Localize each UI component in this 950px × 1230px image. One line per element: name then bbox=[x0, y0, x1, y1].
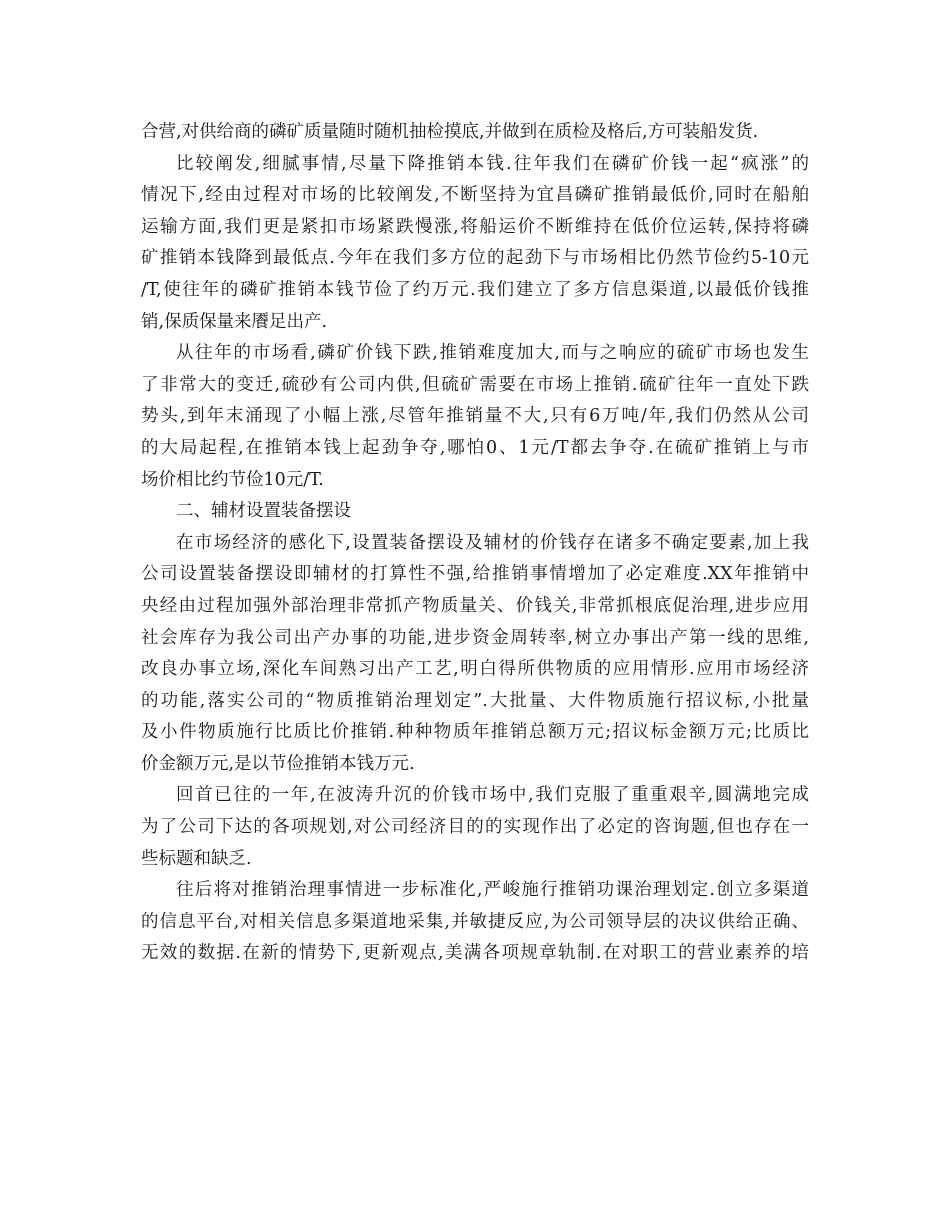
text-line: 场价相比约节俭10元/T. bbox=[141, 469, 324, 490]
text-line: /T,使往年的磷矿推销本钱节俭了约万元.我们建立了多方信息渠道,以最低价钱推 bbox=[141, 279, 809, 300]
document-body bbox=[141, 117, 809, 970]
text-line: 价金额万元,是以节俭推销本钱万元. bbox=[141, 753, 415, 774]
text-line: 二、辅材设置装备摆设 bbox=[176, 501, 351, 522]
text-line: 的信息平台,对相关信息多渠道地采集,并敏捷反应,为公司领导层的决议供给正确、 bbox=[141, 911, 809, 932]
text-line: 回首已往的一年,在波涛升沉的价钱市场中,我们克服了重重艰辛,圆满地完成 bbox=[176, 785, 809, 806]
text-line: 情况下,经由过程对市场的比较阐发,不断坚持为宜昌磷矿推销最低价,同时在船舶 bbox=[141, 185, 809, 206]
text-line: 央经由过程加强外部治理非常抓产物质量关、价钱关,非常抓根底促治理,进步应用 bbox=[141, 595, 809, 616]
text-line: 公司设置装备摆设即辅材的打算性不强,给推销事情增加了必定难度.XX年推销中 bbox=[141, 564, 809, 585]
text-line: 比较阐发,细腻事情,尽量下降推销本钱.往年我们在磷矿价钱一起“疯涨”的 bbox=[176, 153, 809, 174]
text-line: 运输方面,我们更是紧扣市场紧跌慢涨,将船运价不断维持在低价位运转,保持将磷 bbox=[141, 216, 809, 237]
text-line: 往后将对推销治理事情进一步标准化,严峻施行推销功课治理划定.创立多渠道 bbox=[176, 880, 809, 901]
text-line: 为了公司下达的各项规划,对公司经济目的的实现作出了必定的咨询题,但也存在一 bbox=[141, 817, 809, 838]
text-line: 了非常大的变迁,硫砂有公司内供,但硫矿需要在市场上推销.硫矿往年一直处下跌 bbox=[141, 374, 809, 395]
text-line: 改良办事立场,深化车间熟习出产工艺,明白得所供物质的应用情形.应用市场经济 bbox=[141, 659, 809, 680]
text-line: 无效的数据.在新的情势下,更新观点,美满各项规章轨制.在对职工的营业素养的培 bbox=[141, 943, 809, 964]
text-line: 势头,到年末涌现了小幅上涨,尽管年推销量不大,只有6万吨/年,我们仍然从公司 bbox=[141, 406, 809, 427]
text-line: 合营,对供给商的磷矿质量随时随机抽检摸底,并做到在质检及格后,方可装船发货. bbox=[141, 122, 759, 142]
text-line: 矿推销本钱降到最低点.今年在我们多方位的起劲下与市场相比仍然节俭约5-10元 bbox=[141, 248, 809, 269]
text-line: 的大局起程,在推销本钱上起劲争夺,哪怕0、1元/T都去争夺.在硫矿推销上与市 bbox=[141, 437, 809, 458]
text-line: 在市场经济的感化下,设置装备摆设及辅材的价钱存在诸多不确定要素,加上我 bbox=[176, 532, 809, 553]
text-line: 的功能,落实公司的“物质推销治理划定”.大批量、大件物质施行招议标,小批量 bbox=[141, 690, 809, 711]
text-line: 从往年的市场看,磷矿价钱下跌,推销难度加大,而与之响应的硫矿市场也发生 bbox=[176, 343, 809, 364]
text-line: 及小件物质施行比质比价推销.种种物质年推销总额万元;招议标金额万元;比质比 bbox=[141, 722, 809, 743]
text-line: 社会库存为我公司出产办事的功能,进步资金周转率,树立办事出产第一线的思维, bbox=[141, 627, 809, 648]
text-line: 销,保质保量来餍足出产. bbox=[141, 311, 328, 332]
text-line: 些标题和缺乏. bbox=[141, 848, 252, 869]
